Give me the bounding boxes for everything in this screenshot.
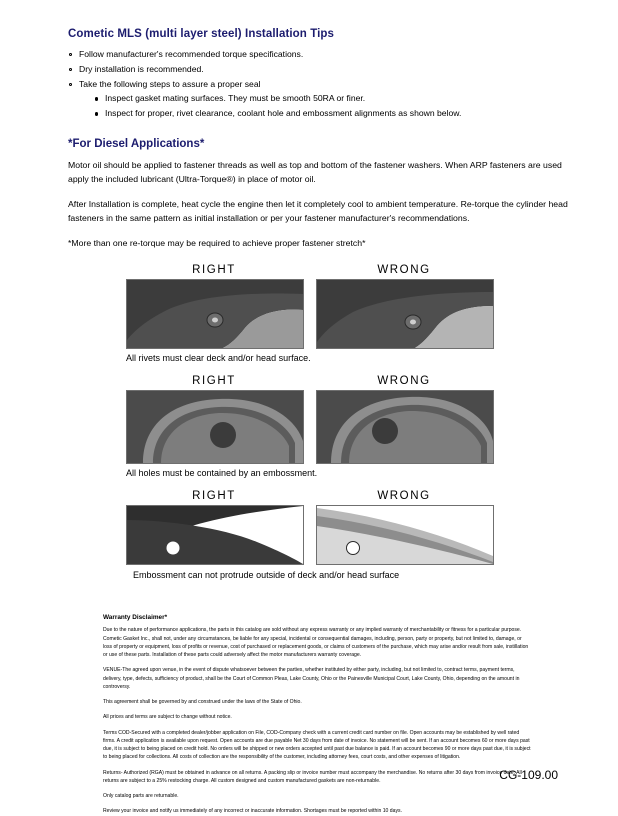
document-number: CG-109.00 [499, 768, 558, 782]
figure-label-right: RIGHT [192, 375, 236, 388]
figure-row-embossment [46, 490, 572, 565]
figure-row-rivets [46, 264, 572, 349]
embossment-right-diagram [127, 506, 303, 564]
figure-caption-rivets: All rivets must clear deck and/or head surface. [126, 353, 311, 364]
list-item: Inspect for proper, rivet clearance, coolant hole and embossment alignments as shown below. [92, 106, 572, 121]
tips-list [68, 47, 572, 91]
caption-embossment-wrap [125, 570, 493, 580]
sub-tips-list [92, 91, 572, 121]
figure-image-rivets-wrong [316, 279, 494, 349]
figure-image-rivets-right [126, 279, 304, 349]
figures-section [46, 264, 572, 580]
figure-row-holes-wrap [46, 375, 572, 464]
rivets-wrong-diagram [317, 280, 493, 348]
diesel-heading: *For Diesel Applications* [68, 137, 205, 150]
list-item: Take the following steps to assure a proper seal [68, 77, 572, 92]
warranty-heading: Warranty Disclaimer* [103, 614, 168, 622]
paragraph-motor-oil: Motor oil should be applied to fastener threads as well as top and bottom of the fastener washers. When ARP fasteners are used apply the included lubricant (Ultra-Torque®) in place of motor oil. [68, 159, 562, 184]
figure-holes-right [126, 375, 302, 464]
figure-label-right: RIGHT [192, 264, 236, 277]
paragraph-heat-cycle: After Installation is complete, heat cycle the engine then let it completely cool to ambient temperature. Re-torque the cylinder head fasteners in the same pattern as initial installation or per your fastener manufacturer's recommendations. [68, 199, 568, 224]
list-item: Follow manufacturer's recommended torque specifications. [68, 47, 572, 62]
list-item: Dry installation is recommended. [68, 62, 572, 77]
figure-image-holes-right [126, 390, 304, 464]
figure-label-wrong: WRONG [377, 375, 431, 388]
figure-image-holes-wrong [316, 390, 494, 464]
warranty-paragraph: This agreement shall be governed by and construed under the laws of the State of Ohio. [103, 699, 302, 706]
figure-label-wrong: WRONG [377, 490, 431, 503]
caption-rivets-wrap [126, 353, 492, 363]
figure-caption-holes: All holes must be contained by an embossment. [126, 468, 318, 479]
figure-image-embossment-wrong [316, 505, 494, 565]
figure-embossment-wrong [316, 490, 492, 565]
figure-caption-embossment: Embossment can not protrude outside of deck and/or head surface [133, 570, 400, 581]
warranty-paragraph: Only catalog parts are returnable. [103, 793, 179, 800]
warranty-paragraph: Due to the nature of performance applications, the parts in this catalog are sold without any express warranty or any implied warranty of merchantability or fitness for a particular purpose. Cometic Gasket Inc., shall not, under any circumstances, be liable for any special, incidental or consequential damages, including, person, party or property, but not limited to, damage, or loss of property or equipment, loss of profits or revenue, cost of purchased or replacement goods, or claims of customers of the purchase, which may arise and/or result from sale, instillation or use of these parts. Installation of these parts could adversely affect the motor manufacturers warranty coverage. [103, 627, 529, 659]
page-title: Cometic MLS (multi layer steel) Installation Tips [68, 28, 335, 40]
warranty-paragraph: Terms COD-Secured with a completed dealer/jobber application on File, COD-Company check with a current credit card number on file. Open accounts may be established by well rated firms. A credit application is available upon request. Open accounts are due payable Net 30 days from date of invoice. No statement will be sent. If an account becomes 60 or more days past due, it is subject to being placed on credit hold. No orders will be shipped or new orders accepted until past due balance is paid. If an account becomes 90 or more days past due, it is subject to being placed for collections. All costs of collection are the responsibility of the customer, including attorney fees, court costs, and other expenses of litigation. [103, 729, 531, 761]
figure-rivets-wrong [316, 264, 492, 349]
caption-holes-wrap [126, 468, 492, 478]
warranty-section [46, 614, 572, 815]
holes-wrong-diagram [317, 391, 493, 463]
embossment-wrong-diagram [317, 506, 493, 564]
figure-label-right: RIGHT [192, 490, 236, 503]
figure-holes-wrong [316, 375, 492, 464]
list-item: Inspect gasket mating surfaces. They must be smooth 50RA or finer. [92, 91, 572, 106]
paragraph-retorque-note: *More than one re-torque may be required to achieve proper fastener stretch* [68, 238, 366, 249]
rivets-right-diagram [127, 280, 303, 348]
warranty-paragraph: Review your invoice and notify us immediately of any incorrect or inaccurate information. Shortages must be reported within 10 days. [103, 808, 402, 815]
warranty-paragraph: Returns- Authorized (RGA) must be obtained in advance on all returns. A packing slip or invoice number must accompany the merchandise. No returns after 30 days from invoice date. All returns are subject to a 25% restocking charge. All custom designed and custom manufactured gaskets are non-returnable. [103, 769, 522, 784]
figure-image-embossment-right [126, 505, 304, 565]
figure-rivets-right [126, 264, 302, 349]
holes-right-diagram [127, 391, 303, 463]
figure-embossment-right [126, 490, 302, 565]
warranty-paragraph: All prices and terms are subject to change without notice. [103, 714, 232, 721]
warranty-paragraph: VENUE-The agreed upon venue, in the event of dispute whatsoever between the parties, whether instituted by either party, including, but not limited to, contract terms, payment terms, delivery, type, defects, sufficiency of product, shall be the Court of Common Pleas, Lake County, Ohio or the Painesville Municipal Court, Lake County, Ohio, depending on the amount in controversy. [103, 667, 520, 690]
figure-label-wrong: WRONG [377, 264, 431, 277]
